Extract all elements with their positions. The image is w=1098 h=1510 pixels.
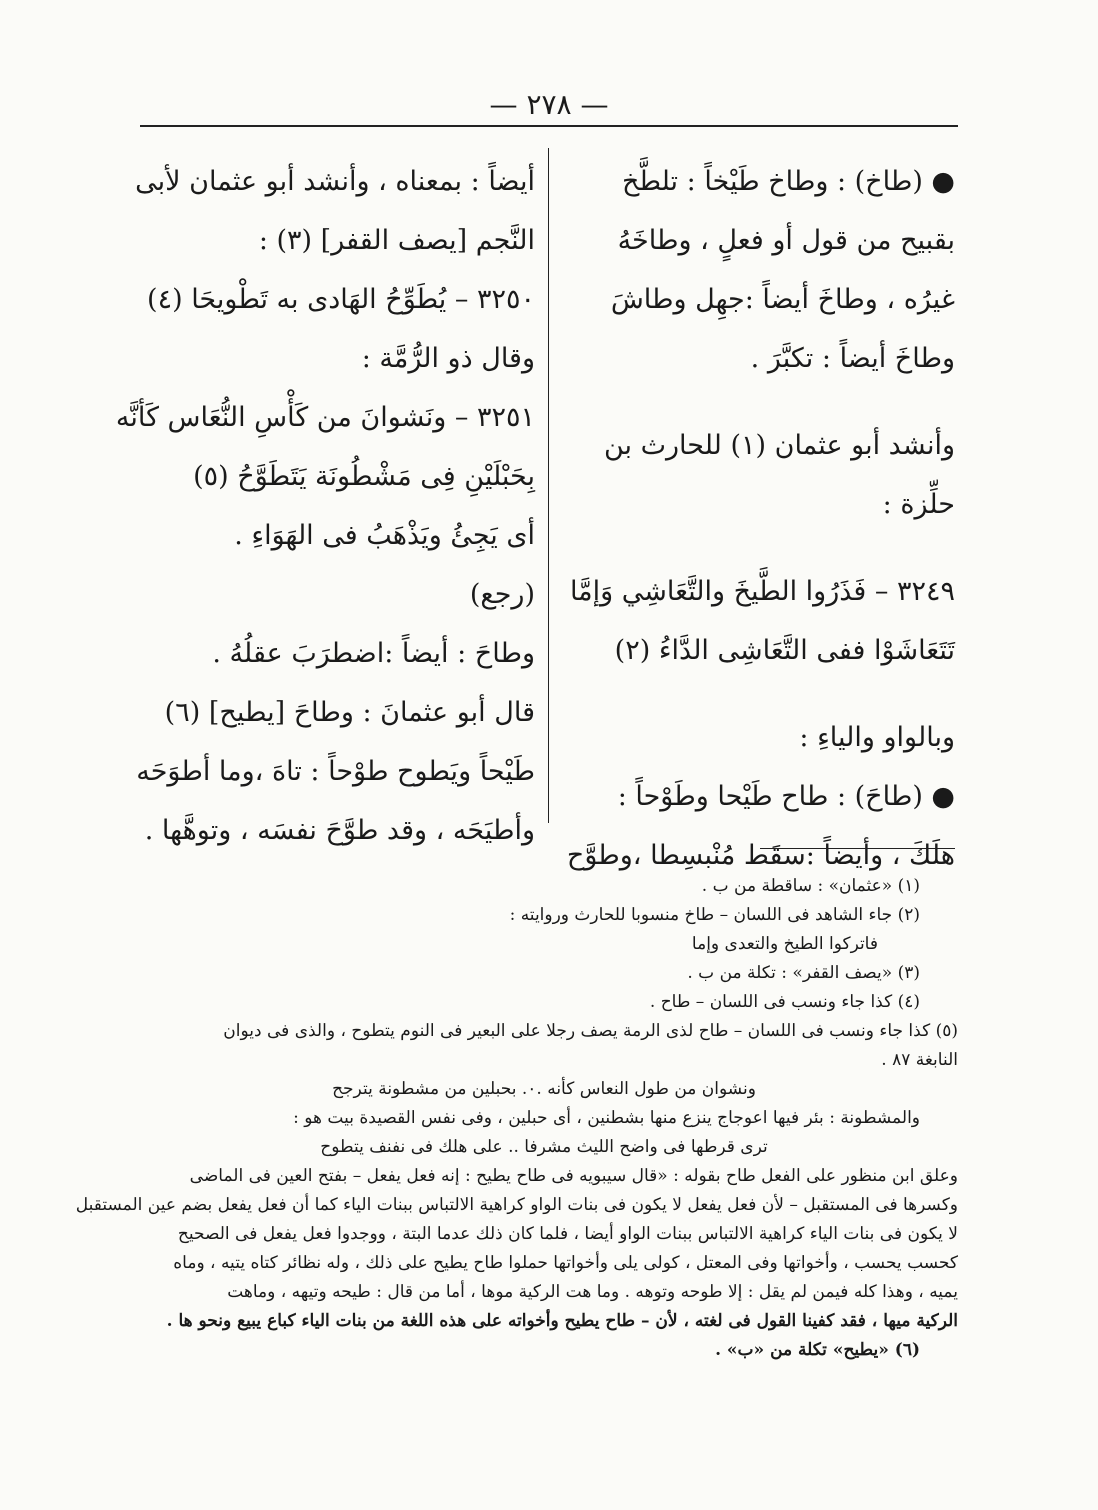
footnote-continuation: وعلق ابن منظور على الفعل طاح بقوله : «قال سيبويه فى طاح يطيح : إنه فعل يفعل – بفتح العين فى الماضى: [189, 1166, 958, 1186]
verse-line: تَتَعَاشَوْا ففى التَّعَاشِى الدَّاءُ (٢): [614, 635, 955, 666]
left-column: [115, 152, 535, 860]
verse-line: ٣٢٥١ – ونَشوانَ من كَأْسِ النُّعَاس كَأنَّه: [115, 402, 535, 433]
footnote-continuation: الركية ميها ، فقد كفينا القول فى لغته ، لأن – طاح يطيح وأخواته على هذه اللغة من بنات الياء كباع يبيع ونحو ها .: [166, 1311, 958, 1331]
footnote-verse: ونشوان من طول النعاس كأنه .٠. بحبلين من مشطونة يترجح: [332, 1079, 756, 1099]
footnote-continuation: كحسب يحسب ، وأخواتها وفى المعتل ، كولى يلى وأخواتها حملوا طاح يطيح على ذلك ، وله نظائر كتاه يتيه ، وماه: [173, 1253, 958, 1273]
text-line: حلِّزة :: [882, 489, 955, 520]
section-marker: (رجع): [469, 579, 535, 610]
text-line: وأنشد أبو عثمان (١) للحارث بن: [603, 430, 955, 461]
right-column: [565, 152, 955, 885]
footnote: (١) «عثمان» : ساقطة من ب .: [701, 876, 920, 896]
footnote: (٦) «يطيح» تكلة من «ب» .: [715, 1340, 920, 1360]
page-number: — ٢٧٨ —: [489, 88, 609, 121]
text-line: أى يَجِئُ ويَذْهَبُ فى الهَوَاءِ .: [234, 520, 535, 551]
spacer: [565, 388, 955, 416]
footnote: (٤) كذا جاء ونسب فى اللسان – طاح .: [649, 992, 920, 1012]
text-line: قال أبو عثمانَ : وطاحَ [يطيح] (٦): [164, 697, 535, 728]
text-line: وطاخَ أيضاً : تكبَّرَ .: [750, 343, 955, 374]
header-rule: [140, 125, 958, 127]
footnote-continuation: وكسرها فى المستقبل – لأن فعل يفعل لا يكون فى بنات الواو كراهية الالتباس ببنات الياء كما أن فعل يفعل بضم عين المستقبل: [75, 1195, 958, 1215]
text-line: ● (طاخ) : وطاخ طَيْخاً : تلطَّخ: [622, 166, 955, 197]
text-line: وقال ذو الرُّمَّة :: [361, 343, 535, 374]
text-line: أيضاً : بمعناه ، وأنشد أبو عثمان لأبى: [135, 166, 535, 197]
footnote-continuation: يميه ، وهذا كله فيمن لم يقل : إلا طوحه وتوهه . وما هت الركية موها ، أما من قال : طيحه وتيهه ، وماهت: [227, 1282, 958, 1302]
footnote-quote: فاتركوا الطيخ والتعدى وإما: [691, 934, 878, 954]
text-line: غيرُه ، وطاخَ أيضاً :جهِل وطاشَ: [610, 284, 955, 315]
footnote-rule: [760, 848, 955, 849]
entry-heading: ● (طاحَ) : طاح طَيْحا وطَوْحاً :: [617, 781, 955, 812]
verse-line: ٣٢٥٠ – يُطَوِّحُ الهَادى به تَطْويحَا (٤): [147, 284, 535, 315]
text-line: بقبيح من قول أو فعلٍ ، وطاخَهُ: [617, 225, 955, 256]
text-line: وأطيَحَه ، وقد طوَّحَ نفسَه ، وتوهَّها .: [144, 815, 535, 846]
spacer: [565, 534, 955, 562]
footnote: (٢) جاء الشاهد فى اللسان – طاخ منسوبا للحارث وروايته :: [509, 905, 920, 925]
footnote: (٣) «يصف القفر» : تكلة من ب .: [687, 963, 920, 983]
text-line: النَّجم [يصف القفر] (٣) :: [258, 225, 535, 256]
verse-line: بِحَبْلَيْنِ فِى مَشْطُونَة يَتَطَوَّحُ (٥): [193, 461, 535, 492]
footnote-continuation: لا يكون فى بنات الياء كراهية الالتباس ببنات الواو أيضا ، فلما كان ذلك عدما البتة ، ووجدوا فعل يفعل فى الصحيح: [177, 1224, 958, 1244]
text-line: وطاحَ : أيضاً :اضطرَبَ عقلُهُ .: [212, 638, 535, 669]
text-line: هلَكَ ، وأيضاً :سقَط مُنْبسِطا ،وطوَّح: [566, 840, 955, 871]
footnote-continuation: والمشطونة : بئر فيها اعوجاج ينزع منها بشطنين ، أى حبلين ، وفى نفس القصيدة بيت هو :: [293, 1108, 920, 1128]
footnotes: [75, 872, 958, 1365]
spacer: [565, 680, 955, 708]
footnote-verse: ترى قرطها فى واضح الليث مشرفا .. على هلك فى نفنف يتطوح: [320, 1137, 768, 1157]
text-line: طَيْحاً ويَطوح طوْحاً : تاهَ ،وما أطوَحَه: [136, 756, 535, 787]
column-divider: [548, 148, 549, 823]
section-heading: وبالواو والياءِ :: [799, 722, 955, 753]
verse-line: ٣٢٤٩ – فَذَرُوا الطَّيخَ والتَّعَاشِي وَإمَّا: [569, 576, 955, 607]
footnote-continuation: النابغة ٨٧ .: [881, 1050, 958, 1070]
footnote: (٥) كذا جاء ونسب فى اللسان – طاح لذى الرمة يصف رجلا على البعير فى النوم يتطوح ، والذى فى ديوان: [223, 1021, 958, 1041]
